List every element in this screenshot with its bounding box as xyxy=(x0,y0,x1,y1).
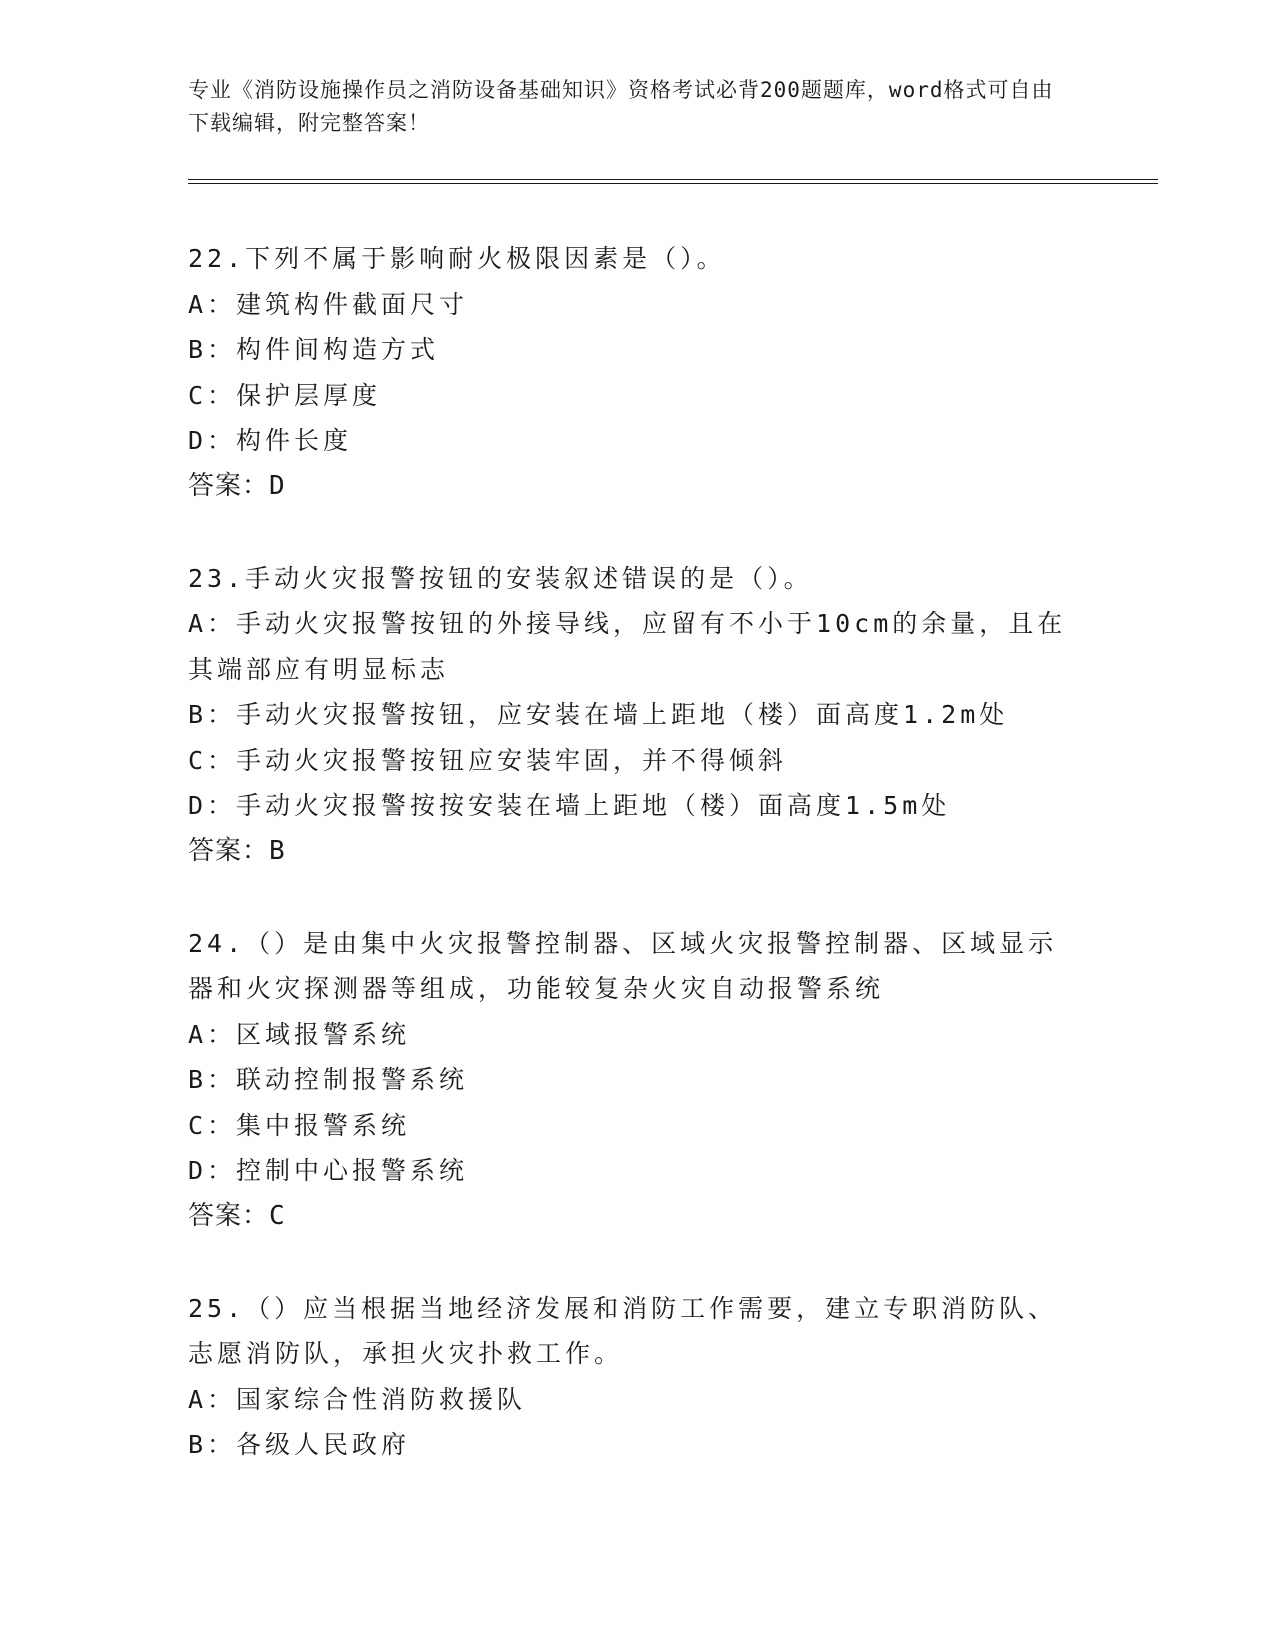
option-b: B：构件间构造方式 xyxy=(188,335,440,364)
option-c: C：手动火灾报警按钮应安装牢固，并不得倾斜 xyxy=(188,745,788,775)
question-23 xyxy=(188,556,1088,874)
answer-line: 答案：C xyxy=(188,1200,286,1231)
question-24 xyxy=(188,921,1088,1239)
question-stem: 23.手动火灾报警按钮的安装叙述错误的是（）。 xyxy=(188,563,813,593)
question-22 xyxy=(188,236,1088,509)
header-divider xyxy=(188,179,1158,180)
option-c: C：保护层厚度 xyxy=(188,380,382,410)
question-stem: 25.（）应当根据当地经济发展和消防工作需要，建立专职消防队、志愿消防队，承担火灾扑救工作。 xyxy=(188,1293,1058,1368)
option-b: B：各级人民政府 xyxy=(188,1430,411,1459)
option-b: B：手动火灾报警按钮，应安装在墙上距地（楼）面高度1.2m处 xyxy=(188,700,1009,729)
question-list xyxy=(188,236,1088,1515)
option-c: C：集中报警系统 xyxy=(188,1110,411,1140)
option-d: D：手动火灾报警按按安装在墙上距地（楼）面高度1.5m处 xyxy=(188,791,951,820)
option-d: D：控制中心报警系统 xyxy=(188,1156,469,1185)
option-a: A：区域报警系统 xyxy=(188,1019,411,1049)
option-a: A：国家综合性消防救援队 xyxy=(188,1384,527,1414)
question-stem: 22.下列不属于影响耐火极限因素是（）。 xyxy=(188,244,726,273)
question-stem: 24.（）是由集中火灾报警控制器、区域火灾报警控制器、区域显示器和火灾探测器等组成，功能较复杂火灾自动报警系统 xyxy=(188,928,1058,1003)
option-d: D：构件长度 xyxy=(188,426,353,455)
answer-line: 答案：D xyxy=(188,470,286,501)
header-divider-second xyxy=(188,183,1158,184)
document-header: 专业《消防设施操作员之消防设备基础知识》资格考试必背200题题库，word格式可自由下载编辑，附完整答案！ xyxy=(188,78,1054,135)
question-25 xyxy=(188,1286,1088,1468)
option-a: A：建筑构件截面尺寸 xyxy=(188,289,469,319)
option-a: A：手动火灾报警按钮的外接导线，应留有不小于10cm的余量，且在其端部应有明显标志 xyxy=(188,609,1067,684)
option-b: B：联动控制报警系统 xyxy=(188,1065,469,1094)
answer-line: 答案：B xyxy=(188,835,286,866)
